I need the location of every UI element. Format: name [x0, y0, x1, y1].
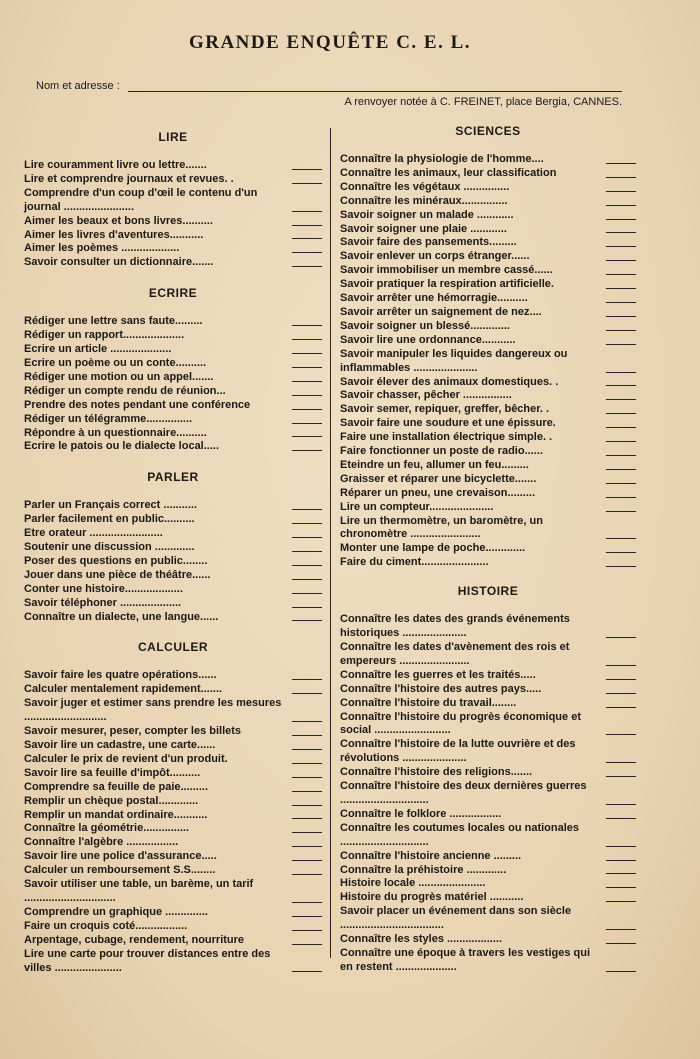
survey-item-label: Savoir enlever un corps étranger...... — [340, 250, 530, 263]
survey-item — [24, 611, 322, 625]
answer-line[interactable] — [606, 205, 636, 206]
survey-item-label: Connaître les coutumes locales ou nationales ............................. — [340, 821, 580, 848]
answer-line[interactable] — [292, 749, 322, 750]
survey-item-label: Prendre des notes pendant une conférence — [24, 398, 251, 411]
survey-item — [24, 878, 322, 906]
answer-line[interactable] — [606, 232, 636, 233]
survey-item-label: Savoir immobiliser un membre cassé...... — [340, 264, 553, 277]
answer-line[interactable] — [292, 252, 322, 253]
survey-item-label: Soutenir une discussion ............. — [24, 541, 195, 554]
survey-item — [24, 159, 322, 173]
answer-line[interactable] — [292, 551, 322, 552]
answer-line[interactable] — [606, 344, 636, 345]
name-address-row — [36, 80, 622, 92]
answer-line[interactable] — [606, 971, 636, 972]
answer-line[interactable] — [292, 325, 322, 326]
return-note: A renvoyer notée à C. FREINET, place Bergia, CANNES. — [344, 96, 622, 108]
survey-item-label: Savoir semer, repiquer, greffer, bêcher. . — [340, 403, 550, 416]
answer-line[interactable] — [292, 818, 322, 819]
survey-item-label: Eteindre un feu, allumer un feu......... — [340, 458, 529, 471]
survey-item-label: Savoir mesurer, peser, compter les billets — [24, 725, 242, 738]
survey-item — [340, 515, 636, 543]
answer-line[interactable] — [292, 930, 322, 931]
survey-item-label: Etre orateur ........................ — [24, 527, 163, 540]
answer-line[interactable] — [606, 637, 636, 638]
survey-item-label: Lire et comprendre journaux et revues. . — [24, 172, 234, 185]
answer-line[interactable] — [292, 353, 322, 354]
survey-item-label: Savoir juger et estimer sans prendre les mesures ........................... — [24, 697, 282, 724]
survey-item — [24, 669, 322, 683]
survey-item-label: Connaître le folklore ................. — [340, 807, 502, 820]
answer-line[interactable] — [292, 579, 322, 580]
answer-line[interactable] — [606, 693, 636, 694]
survey-item-label: Calculer un remboursement S.S........ — [24, 864, 216, 877]
answer-line[interactable] — [292, 916, 322, 917]
survey-item-label: Histoire du progrès matériel ........... — [340, 891, 524, 904]
survey-item — [340, 864, 636, 878]
survey-item-label: Faire du ciment...................... — [340, 556, 489, 569]
answer-line[interactable] — [292, 509, 322, 510]
survey-item — [24, 753, 322, 767]
survey-item — [24, 187, 322, 215]
section-title: PARLER — [147, 470, 199, 485]
answer-line[interactable] — [606, 219, 636, 220]
survey-item — [340, 209, 636, 223]
survey-item — [340, 542, 636, 556]
survey-item-label: Savoir pratiquer la respiration artificielle. — [340, 278, 554, 291]
survey-item — [340, 891, 636, 905]
answer-line[interactable] — [606, 762, 636, 763]
section-histoire — [340, 584, 636, 975]
survey-item — [24, 864, 322, 878]
answer-line[interactable] — [292, 805, 322, 806]
survey-item-label: Connaître l'algèbre ................. — [24, 836, 179, 849]
answer-line[interactable] — [292, 565, 322, 566]
answer-line[interactable] — [606, 818, 636, 819]
section-title: CALCULER — [138, 640, 208, 655]
survey-item-label: Remplir un mandat ordinaire........... — [24, 808, 208, 821]
survey-item-label: Connaître un dialecte, une langue...... — [24, 610, 219, 623]
survey-item — [24, 739, 322, 753]
survey-item-label: Rédiger un compte rendu de réunion... — [24, 384, 226, 397]
survey-item — [24, 242, 322, 256]
survey-item — [340, 181, 636, 195]
survey-item — [340, 766, 636, 780]
answer-line[interactable] — [292, 381, 322, 382]
survey-item-label: Réparer un pneu, une crevaison......... — [340, 486, 535, 499]
survey-item — [24, 329, 322, 343]
survey-item-label: Connaître l'histoire du travail........ — [340, 696, 517, 709]
answer-line[interactable] — [606, 302, 636, 303]
survey-item-label: Savoir lire une police d'assurance..... — [24, 850, 217, 863]
survey-item-label: Savoir chasser, pêcher ................ — [340, 389, 512, 402]
survey-item — [340, 641, 636, 669]
answer-line[interactable] — [606, 707, 636, 708]
section-lire — [24, 130, 322, 270]
survey-item — [24, 229, 322, 243]
survey-item-label: Parler un Français correct ........... — [24, 499, 198, 512]
survey-item — [24, 555, 322, 569]
answer-line[interactable] — [606, 679, 636, 680]
answer-line[interactable] — [292, 874, 322, 875]
answer-line[interactable] — [606, 665, 636, 666]
survey-item — [340, 153, 636, 167]
survey-item — [24, 315, 322, 329]
answer-line[interactable] — [606, 846, 636, 847]
name-address-label: Nom et adresse : — [36, 80, 120, 92]
answer-line[interactable] — [606, 260, 636, 261]
answer-line[interactable] — [292, 367, 322, 368]
answer-line[interactable] — [606, 399, 636, 400]
survey-item-label: Connaître l'histoire du progrès économique et social ......................... — [340, 710, 581, 737]
survey-item — [340, 780, 636, 808]
survey-item-label: Conter une histoire................... — [24, 582, 183, 595]
survey-item — [340, 167, 636, 181]
survey-item-label: Connaître l'histoire ancienne ......... — [340, 849, 522, 862]
survey-item — [340, 320, 636, 334]
survey-item — [340, 933, 636, 947]
survey-item — [24, 343, 322, 357]
answer-line[interactable] — [292, 679, 322, 680]
survey-item — [24, 541, 322, 555]
survey-item — [24, 499, 322, 513]
answer-line[interactable] — [292, 211, 322, 212]
survey-item-label: Savoir lire une ordonnance........... — [340, 333, 516, 346]
survey-item — [340, 822, 636, 850]
survey-item — [24, 513, 322, 527]
answer-line[interactable] — [292, 860, 322, 861]
survey-item — [24, 427, 322, 441]
survey-item-label: Savoir placer un événement dans son siècle .................................. — [340, 905, 572, 932]
survey-item — [340, 669, 636, 683]
answer-line[interactable] — [606, 177, 636, 178]
survey-item-label: Savoir faire des pansements......... — [340, 236, 517, 249]
survey-item-label: Arpentage, cubage, rendement, nourriture — [24, 933, 245, 946]
survey-item — [340, 250, 636, 264]
survey-item — [24, 725, 322, 739]
answer-line[interactable] — [292, 409, 322, 410]
survey-item-label: Poser des questions en public........ — [24, 554, 208, 567]
answer-line[interactable] — [292, 450, 322, 451]
answer-line[interactable] — [292, 183, 322, 184]
survey-item-label: Comprendre d'un coup d'œil le contenu d'un journal ....................... — [24, 186, 258, 213]
answer-line[interactable] — [606, 860, 636, 861]
column-divider — [330, 128, 331, 958]
survey-item-label: Remplir un chèque postal............. — [24, 794, 199, 807]
survey-item — [340, 613, 636, 641]
answer-line[interactable] — [606, 413, 636, 414]
answer-line[interactable] — [292, 339, 322, 340]
answer-line[interactable] — [292, 902, 322, 903]
survey-item-label: Savoir téléphoner .................... — [24, 596, 182, 609]
answer-line[interactable] — [292, 395, 322, 396]
answer-line[interactable] — [606, 274, 636, 275]
survey-item — [24, 781, 322, 795]
survey-item — [340, 697, 636, 711]
survey-item — [24, 836, 322, 850]
answer-line[interactable] — [292, 436, 322, 437]
answer-line[interactable] — [606, 776, 636, 777]
survey-item — [24, 413, 322, 427]
survey-item — [24, 385, 322, 399]
survey-item-label: Connaître la préhistoire ............. — [340, 863, 507, 876]
right-column — [340, 124, 636, 975]
answer-line[interactable] — [292, 693, 322, 694]
section-parler — [24, 470, 322, 624]
survey-item-label: Connaître les styles .................. — [340, 933, 502, 946]
survey-item — [24, 850, 322, 864]
answer-line[interactable] — [292, 593, 322, 594]
survey-item — [24, 767, 322, 781]
survey-item — [340, 556, 636, 570]
survey-item-label: Savoir élever des animaux domestiques. . — [340, 375, 559, 388]
survey-item-label: Rédiger un rapport.................... — [24, 329, 185, 342]
survey-item-label: Ecrire un poème ou un conte.......... — [24, 356, 207, 369]
survey-item — [24, 822, 322, 836]
survey-item — [340, 334, 636, 348]
answer-line[interactable] — [606, 469, 636, 470]
survey-item-label: Lire une carte pour trouver distances entre des villes ...................... — [24, 947, 271, 974]
survey-item — [24, 215, 322, 229]
answer-line[interactable] — [292, 620, 322, 621]
survey-item-label: Savoir arrêter un saignement de nez.... — [340, 305, 542, 318]
answer-line[interactable] — [292, 735, 322, 736]
answer-line[interactable] — [606, 385, 636, 386]
answer-line[interactable] — [292, 971, 322, 972]
answer-line[interactable] — [292, 721, 322, 722]
survey-item-label: Calculer mentalement rapidement....... — [24, 683, 223, 696]
survey-item-label: Savoir lire sa feuille d'impôt.......... — [24, 766, 201, 779]
survey-item — [340, 195, 636, 209]
survey-item-label: Connaître les végétaux ............... — [340, 180, 510, 193]
survey-item-label: Faire fonctionner un poste de radio...... — [340, 445, 543, 458]
survey-item-label: Ecrire le patois ou le dialecte local..... — [24, 440, 220, 453]
survey-item — [340, 850, 636, 864]
answer-line[interactable] — [606, 929, 636, 930]
answer-line[interactable] — [292, 791, 322, 792]
answer-line[interactable] — [292, 607, 322, 608]
section-title: HISTOIRE — [457, 584, 519, 599]
answer-line[interactable] — [606, 873, 636, 874]
answer-line[interactable] — [606, 246, 636, 247]
section-sciences — [340, 124, 636, 570]
survey-item — [24, 527, 322, 541]
survey-item-label: Aimer les beaux et bons livres.......... — [24, 214, 213, 227]
survey-item — [24, 683, 322, 697]
answer-line[interactable] — [292, 537, 322, 538]
answer-line[interactable] — [292, 266, 322, 267]
survey-item-label: Savoir soigner une plaie ............ — [340, 222, 507, 235]
survey-item-label: Jouer dans une pièce de théâtre...... — [24, 568, 211, 581]
survey-item — [340, 808, 636, 822]
survey-item-label: Graisser et réparer une bicyclette....... — [340, 472, 537, 485]
survey-item-label: Connaître les minéraux............... — [340, 194, 508, 207]
survey-item — [24, 934, 322, 948]
answer-line[interactable] — [606, 901, 636, 902]
survey-item-label: Connaître les dates des grands événements historiques ..................... — [340, 613, 570, 640]
section-title: ECRIRE — [148, 286, 198, 301]
survey-item-label: Savoir manipuler les liquides dangereux ou inflammables ..................... — [340, 347, 568, 374]
survey-item — [340, 877, 636, 891]
survey-item — [340, 905, 636, 933]
survey-item-label: Connaître l'histoire des deux dernières guerres ............................. — [340, 780, 587, 806]
survey-item — [340, 264, 636, 278]
survey-item — [340, 738, 636, 766]
answer-line[interactable] — [606, 943, 636, 944]
survey-item-label: Parler facilement en public.......... — [24, 513, 195, 526]
answer-line[interactable] — [292, 238, 322, 239]
survey-item — [340, 278, 636, 292]
survey-item — [24, 906, 322, 920]
survey-item-label: Connaître une époque à travers les vestiges qui en restent .................... — [340, 946, 591, 973]
survey-item — [24, 569, 322, 583]
survey-item — [340, 487, 636, 501]
survey-item — [340, 445, 636, 459]
answer-line[interactable] — [606, 163, 636, 164]
section-calculer — [24, 640, 322, 975]
survey-item-label: Aimer les livres d'aventures........... — [24, 228, 204, 241]
survey-item — [24, 597, 322, 611]
page-title: GRANDE ENQUÊTE C. E. L. — [188, 32, 472, 53]
answer-line[interactable] — [292, 169, 322, 170]
section-ecrire — [24, 286, 322, 454]
survey-item — [340, 683, 636, 697]
survey-item — [340, 348, 636, 376]
survey-item-label: Savoir lire un cadastre, une carte...... — [24, 739, 216, 751]
survey-item — [340, 947, 636, 975]
survey-item — [24, 795, 322, 809]
answer-line[interactable] — [606, 330, 636, 331]
answer-line[interactable] — [606, 455, 636, 456]
section-title: SCIENCES — [455, 124, 521, 138]
survey-item — [340, 417, 636, 431]
survey-item — [24, 371, 322, 385]
survey-item-label: Connaître les guerres et les traités..... — [340, 668, 536, 681]
survey-item — [340, 459, 636, 473]
answer-line[interactable] — [292, 777, 322, 778]
survey-item-label: Lire couramment livre ou lettre....... — [24, 159, 207, 171]
survey-item-label: Rédiger un télégramme............... — [24, 412, 193, 425]
survey-item — [340, 236, 636, 250]
answer-line[interactable] — [606, 566, 636, 567]
answer-line[interactable] — [292, 423, 322, 424]
survey-item-label: Comprendre un graphique .............. — [24, 905, 208, 918]
survey-item — [24, 440, 322, 454]
survey-item-label: Faire un croquis coté................. — [24, 919, 188, 932]
survey-item — [340, 306, 636, 320]
survey-item — [24, 399, 322, 413]
answer-line[interactable] — [606, 483, 636, 484]
answer-line[interactable] — [606, 511, 636, 512]
survey-item-label: Histoire locale ...................... — [340, 877, 486, 890]
survey-item-label: Rédiger une lettre sans faute......... — [24, 315, 203, 328]
survey-item-label: Calculer le prix de revient d'un produit. — [24, 752, 228, 765]
answer-line[interactable] — [606, 191, 636, 192]
survey-item — [340, 501, 636, 515]
survey-item-label: Connaître la géométrie............... — [24, 822, 190, 835]
survey-item-label: Ecrire un article .................... — [24, 343, 172, 356]
survey-item — [24, 583, 322, 597]
answer-line[interactable] — [606, 372, 636, 373]
survey-item — [24, 697, 322, 725]
name-address-field[interactable] — [128, 83, 622, 92]
survey-item-label: Savoir arrêter une hémorragie.......... — [340, 292, 528, 305]
survey-item-label: Répondre à un questionnaire.......... — [24, 426, 207, 439]
survey-item-label: Savoir consulter un dictionnaire....... — [24, 256, 214, 269]
survey-item — [340, 389, 636, 403]
survey-item — [340, 403, 636, 417]
survey-item — [340, 223, 636, 237]
survey-item — [340, 376, 636, 390]
survey-item-label: Connaître l'histoire des autres pays..... — [340, 682, 542, 695]
survey-item — [340, 292, 636, 306]
survey-item-label: Connaître la physiologie de l'homme.... — [340, 153, 544, 165]
survey-item-label: Monter une lampe de poche............. — [340, 542, 526, 555]
answer-line[interactable] — [606, 427, 636, 428]
survey-item — [24, 357, 322, 371]
survey-item — [340, 711, 636, 739]
answer-line[interactable] — [606, 552, 636, 553]
answer-line[interactable] — [292, 846, 322, 847]
survey-item-label: Connaître l'histoire des religions....... — [340, 766, 533, 779]
survey-item — [24, 256, 322, 270]
answer-line[interactable] — [292, 763, 322, 764]
survey-item-label: Savoir utiliser une table, un barème, un tarif .............................. — [24, 878, 254, 904]
survey-item-label: Connaître l'histoire de la lutte ouvrière et des révolutions ..................... — [340, 738, 576, 765]
left-column — [24, 130, 322, 975]
survey-item-label: Savoir faire les quatre opérations...... — [24, 669, 217, 682]
answer-line[interactable] — [606, 804, 636, 805]
survey-item-label: Faire une installation électrique simple. . — [340, 431, 553, 444]
section-title: LIRE — [158, 130, 188, 144]
answer-line[interactable] — [606, 441, 636, 442]
answer-line[interactable] — [292, 225, 322, 226]
survey-item-label: Lire un thermomètre, un baromètre, un chronomètre ....................... — [340, 514, 543, 541]
survey-item — [24, 920, 322, 934]
survey-item — [24, 809, 322, 823]
answer-line[interactable] — [292, 944, 322, 945]
answer-line[interactable] — [606, 497, 636, 498]
survey-item-label: Connaître les animaux, leur classification — [340, 166, 557, 179]
answer-line[interactable] — [606, 288, 636, 289]
answer-line[interactable] — [606, 316, 636, 317]
survey-item — [340, 473, 636, 487]
survey-item-label: Savoir soigner un blessé............. — [340, 319, 510, 332]
survey-item-label: Lire un compteur..................... — [340, 500, 494, 513]
survey-item — [24, 948, 322, 976]
answer-line[interactable] — [292, 523, 322, 524]
answer-line[interactable] — [606, 734, 636, 735]
survey-item-label: Aimer les poèmes ................... — [24, 242, 180, 255]
answer-line[interactable] — [292, 832, 322, 833]
survey-item-label: Savoir soigner un malade ............ — [340, 208, 514, 221]
survey-item — [24, 173, 322, 187]
survey-item-label: Rédiger une motion ou un appel....... — [24, 370, 214, 383]
answer-line[interactable] — [606, 887, 636, 888]
survey-item-label: Connaître les dates d'avènement des rois et empereurs ....................... — [340, 641, 570, 667]
survey-item — [340, 431, 636, 445]
survey-item-label: Savoir faire une soudure et une épissure. — [340, 417, 556, 430]
survey-item-label: Comprendre sa feuille de paie......... — [24, 780, 208, 793]
answer-line[interactable] — [606, 538, 636, 539]
